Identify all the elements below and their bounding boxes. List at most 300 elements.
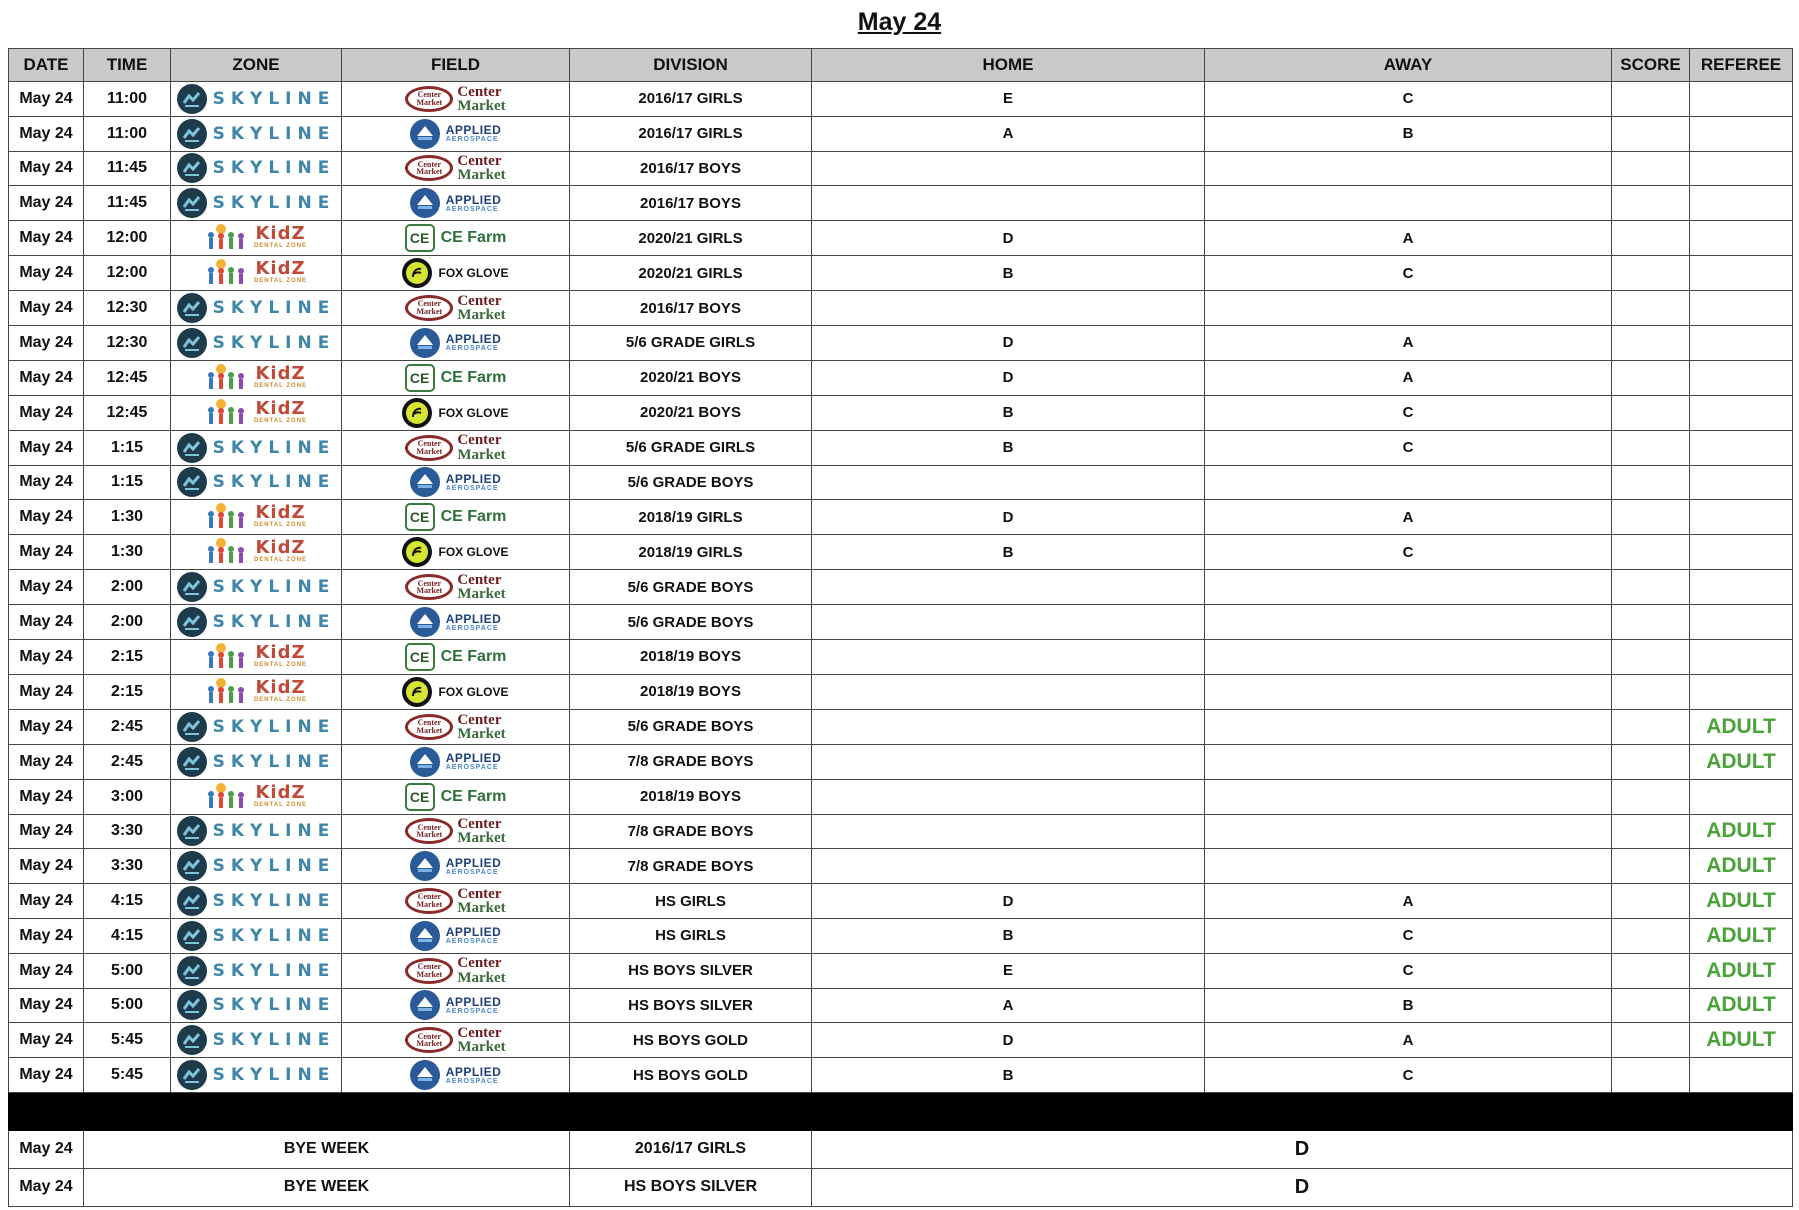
cell-time: 1:30 [84, 500, 171, 535]
cell-time: 5:45 [84, 1023, 171, 1058]
skyline-logo [177, 327, 336, 359]
cell-zone [171, 500, 342, 535]
fox-glove-logo [402, 397, 508, 429]
cell-date: May 24 [9, 291, 84, 326]
cell-division: 5/6 GRADE BOYS [570, 465, 812, 500]
cell-away: B [1205, 988, 1612, 1023]
center-market-line2: Market [457, 1039, 506, 1056]
cell-date: May 24 [9, 465, 84, 500]
center-market-line1: Center [457, 292, 502, 309]
skyline-logo [177, 292, 336, 324]
applied-aerospace-badge-icon [410, 851, 440, 881]
ce-farm-wordmark: CE Farm [440, 368, 507, 386]
cell-score [1612, 570, 1690, 605]
kidz-wordmark: KidZ [255, 781, 306, 803]
center-market-oval-icon: Center Market [405, 295, 453, 321]
kidz-subtitle: DENTAL ZONE [253, 417, 308, 424]
aerospace-wordmark: AEROSPACE [445, 624, 499, 632]
table-row [9, 674, 1793, 709]
cell-referee [1690, 465, 1793, 500]
center-market-oval-icon: Center Market [405, 888, 453, 914]
cell-home: D [812, 884, 1205, 919]
cell-away [1205, 779, 1612, 814]
cell-home [812, 709, 1205, 744]
cell-score [1612, 744, 1690, 779]
column-header-score: SCORE [1612, 49, 1690, 82]
cell-zone [171, 82, 342, 117]
cell-division: 2018/19 BOYS [570, 674, 812, 709]
cell-away [1205, 570, 1612, 605]
cell-home: B [812, 918, 1205, 953]
table-row [9, 605, 1793, 640]
cell-time: 3:00 [84, 779, 171, 814]
cell-score [1612, 395, 1690, 430]
applied-wordmark: APPLIED [445, 1064, 502, 1079]
skyline-wordmark: SKYLINE [212, 298, 336, 319]
center-market-line1: Center [457, 432, 502, 449]
byes-body [9, 1092, 1793, 1206]
cell-time: 2:00 [84, 570, 171, 605]
skyline-wordmark: SKYLINE [212, 158, 336, 179]
cell-division: 2016/17 BOYS [570, 291, 812, 326]
cell-field [342, 535, 570, 570]
center-market-line2: Market [457, 830, 506, 847]
cell-home [812, 605, 1205, 640]
kidz-figures-icon [205, 363, 251, 391]
cell-home: E [812, 82, 1205, 117]
kidz-wordmark: KidZ [255, 537, 306, 559]
cell-score [1612, 779, 1690, 814]
kidz-figures-icon [205, 258, 251, 286]
cell-division: 2018/19 GIRLS [570, 535, 812, 570]
skyline-emblem-icon [177, 886, 207, 916]
cell-score [1612, 605, 1690, 640]
cell-referee [1690, 779, 1793, 814]
cell-zone [171, 953, 342, 988]
cell-field [342, 325, 570, 360]
fox-glove-wordmark: FOX GLOVE [438, 405, 509, 420]
cell-score [1612, 151, 1690, 186]
center-market-logo [405, 815, 505, 847]
cell-division: 2016/17 GIRLS [570, 116, 812, 151]
cell-home: D [812, 325, 1205, 360]
center-market-logo [405, 292, 505, 324]
cell-date: May 24 [9, 360, 84, 395]
cell-field [342, 1023, 570, 1058]
cell-field [342, 709, 570, 744]
table-row [9, 884, 1793, 919]
fox-glove-emblem-icon [402, 677, 432, 707]
cell-zone [171, 325, 342, 360]
cell-away: B [1205, 116, 1612, 151]
cell-division: HS BOYS GOLD [570, 1058, 812, 1093]
center-market-oval-icon: Center Market [405, 714, 453, 740]
applied-wordmark: APPLIED [445, 994, 502, 1009]
cell-referee [1690, 1058, 1793, 1093]
cell-score [1612, 884, 1690, 919]
cell-referee: ADULT [1690, 884, 1793, 919]
cell-date: May 24 [9, 116, 84, 151]
aerospace-wordmark: AEROSPACE [445, 938, 499, 946]
skyline-wordmark: SKYLINE [212, 856, 336, 877]
table-row [9, 570, 1793, 605]
cell-division: 2020/21 BOYS [570, 395, 812, 430]
table-row [9, 186, 1793, 221]
cell-referee [1690, 360, 1793, 395]
cell-score [1612, 535, 1690, 570]
cell-away: A [1205, 360, 1612, 395]
cell-time: 4:15 [84, 884, 171, 919]
applied-aerospace-badge-icon [410, 1060, 440, 1090]
applied-aerospace-badge-icon [410, 467, 440, 497]
cell-zone [171, 674, 342, 709]
skyline-emblem-icon [177, 816, 207, 846]
cell-date: May 24 [9, 849, 84, 884]
cell-field [342, 988, 570, 1023]
skyline-wordmark: SKYLINE [212, 751, 336, 772]
skyline-wordmark: SKYLINE [212, 88, 336, 109]
center-market-line2: Market [457, 900, 506, 917]
kidz-dental-zone-logo [205, 396, 307, 428]
cell-away [1205, 849, 1612, 884]
cell-date: May 24 [9, 953, 84, 988]
cell-referee [1690, 535, 1793, 570]
cell-away: C [1205, 535, 1612, 570]
cell-time: 5:45 [84, 1058, 171, 1093]
cell-date: May 24 [9, 325, 84, 360]
skyline-emblem-icon [177, 607, 207, 637]
cell-home: B [812, 1058, 1205, 1093]
separator-bar [9, 1092, 1793, 1130]
cell-score [1612, 814, 1690, 849]
applied-wordmark: APPLIED [445, 471, 502, 486]
skyline-wordmark: SKYLINE [212, 891, 336, 912]
cell-away [1205, 151, 1612, 186]
kidz-dental-zone-logo [205, 640, 307, 672]
cell-date: May 24 [9, 535, 84, 570]
cell-home [812, 291, 1205, 326]
cell-field [342, 116, 570, 151]
skyline-logo [177, 606, 336, 638]
cell-away: A [1205, 884, 1612, 919]
cell-date: May 24 [9, 744, 84, 779]
ce-farm-mark-icon: CE [405, 503, 435, 531]
kidz-wordmark: KidZ [255, 641, 306, 663]
cell-referee: ADULT [1690, 849, 1793, 884]
applied-aerospace-logo [410, 850, 502, 882]
cell-date: May 24 [9, 814, 84, 849]
cell-zone [171, 1023, 342, 1058]
applied-aerospace-logo [410, 327, 502, 359]
skyline-wordmark: SKYLINE [212, 1065, 336, 1086]
cell-referee [1690, 500, 1793, 535]
games-body [9, 82, 1793, 1093]
aerospace-wordmark: AEROSPACE [445, 345, 499, 353]
skyline-emblem-icon [177, 572, 207, 602]
cell-time: 5:00 [84, 953, 171, 988]
cell-field [342, 605, 570, 640]
cell-score [1612, 256, 1690, 291]
center-market-line2: Market [457, 969, 506, 986]
column-header-time: TIME [84, 49, 171, 82]
cell-field [342, 570, 570, 605]
center-market-line1: Center [457, 955, 502, 972]
kidz-wordmark: KidZ [255, 502, 306, 524]
cell-zone [171, 221, 342, 256]
cell-field [342, 430, 570, 465]
cell-field [342, 291, 570, 326]
applied-aerospace-logo [410, 920, 502, 952]
cell-away [1205, 465, 1612, 500]
cell-time: 2:45 [84, 709, 171, 744]
applied-wordmark: APPLIED [445, 751, 502, 766]
cell-referee [1690, 639, 1793, 674]
table-row [9, 779, 1793, 814]
skyline-logo [177, 885, 336, 917]
cell-time: 2:15 [84, 674, 171, 709]
kidz-subtitle: DENTAL ZONE [253, 522, 308, 529]
cell-field [342, 674, 570, 709]
cell-score [1612, 325, 1690, 360]
cell-home: D [812, 500, 1205, 535]
cell-zone [171, 849, 342, 884]
applied-aerospace-logo [410, 187, 502, 219]
applied-aerospace-logo [410, 118, 502, 150]
cell-division: HS BOYS SILVER [570, 988, 812, 1023]
cell-time: 12:30 [84, 291, 171, 326]
ce-farm-logo [405, 641, 507, 673]
applied-aerospace-badge-icon [410, 607, 440, 637]
skyline-emblem-icon [177, 1025, 207, 1055]
cell-referee [1690, 325, 1793, 360]
kidz-figures-icon [205, 502, 251, 530]
cell-referee [1690, 430, 1793, 465]
ce-farm-mark-icon: CE [405, 224, 435, 252]
cell-zone [171, 291, 342, 326]
cell-score [1612, 953, 1690, 988]
column-header-zone: ZONE [171, 49, 342, 82]
cell-field [342, 814, 570, 849]
aerospace-wordmark: AEROSPACE [445, 868, 499, 876]
table-row [9, 918, 1793, 953]
table-row [9, 814, 1793, 849]
cell-home: D [812, 360, 1205, 395]
cell-zone [171, 709, 342, 744]
table-row [9, 953, 1793, 988]
cell-time: 1:15 [84, 430, 171, 465]
cell-score [1612, 430, 1690, 465]
cell-score [1612, 918, 1690, 953]
cell-date: May 24 [9, 709, 84, 744]
cell-home [812, 465, 1205, 500]
table-row [9, 360, 1793, 395]
cell-referee [1690, 82, 1793, 117]
table-row [9, 849, 1793, 884]
cell-division: 5/6 GRADE GIRLS [570, 325, 812, 360]
aerospace-wordmark: AEROSPACE [445, 1007, 499, 1015]
cell-zone [171, 395, 342, 430]
applied-aerospace-badge-icon [410, 990, 440, 1020]
table-row [9, 535, 1793, 570]
center-market-oval-icon: Center Market [405, 958, 453, 984]
cell-referee [1690, 221, 1793, 256]
cell-home: A [812, 988, 1205, 1023]
kidz-figures-icon [205, 642, 251, 670]
cell-division: 5/6 GRADE BOYS [570, 605, 812, 640]
kidz-figures-icon [205, 537, 251, 565]
applied-aerospace-logo [410, 1059, 502, 1091]
cell-division: 2020/21 GIRLS [570, 221, 812, 256]
cell-home [812, 639, 1205, 674]
cell-field [342, 953, 570, 988]
skyline-emblem-icon [177, 433, 207, 463]
skyline-emblem-icon [177, 153, 207, 183]
cell-home [812, 186, 1205, 221]
cell-home: B [812, 256, 1205, 291]
skyline-emblem-icon [177, 119, 207, 149]
cell-time: 12:30 [84, 325, 171, 360]
aerospace-wordmark: AEROSPACE [445, 205, 499, 213]
cell-home [812, 570, 1205, 605]
cell-referee [1690, 570, 1793, 605]
table-row [9, 325, 1793, 360]
cell-division: 2018/19 BOYS [570, 639, 812, 674]
cell-time: 12:45 [84, 360, 171, 395]
cell-date: May 24 [9, 884, 84, 919]
column-header-division: DIVISION [570, 49, 812, 82]
table-row [9, 221, 1793, 256]
skyline-emblem-icon [177, 467, 207, 497]
cell-date: May 24 [9, 639, 84, 674]
ce-farm-logo [405, 781, 507, 813]
applied-aerospace-badge-icon [410, 921, 440, 951]
skyline-logo [177, 152, 336, 184]
cell-referee [1690, 395, 1793, 430]
cell-field [342, 82, 570, 117]
cell-division: 5/6 GRADE BOYS [570, 709, 812, 744]
cell-away [1205, 186, 1612, 221]
cell-away: C [1205, 918, 1612, 953]
center-market-logo [405, 432, 505, 464]
applied-wordmark: APPLIED [445, 925, 502, 940]
ce-farm-mark-icon: CE [405, 783, 435, 811]
cell-score [1612, 500, 1690, 535]
cell-date: May 24 [9, 221, 84, 256]
cell-zone [171, 256, 342, 291]
kidz-dental-zone-logo [205, 361, 307, 393]
cell-home [812, 674, 1205, 709]
skyline-wordmark: SKYLINE [212, 332, 336, 353]
skyline-logo [177, 1024, 336, 1056]
cell-date: May 24 [9, 430, 84, 465]
kidz-wordmark: KidZ [255, 362, 306, 384]
table-row [9, 744, 1793, 779]
cell-time: 12:00 [84, 221, 171, 256]
fox-glove-wordmark: FOX GLOVE [438, 266, 509, 281]
cell-zone [171, 605, 342, 640]
cell-field [342, 395, 570, 430]
ce-farm-mark-icon: CE [405, 643, 435, 671]
cell-referee: ADULT [1690, 988, 1793, 1023]
cell-score [1612, 465, 1690, 500]
bye-division: 2016/17 GIRLS [570, 1130, 812, 1168]
cell-home: D [812, 221, 1205, 256]
skyline-wordmark: SKYLINE [212, 995, 336, 1016]
cell-date: May 24 [9, 779, 84, 814]
fox-glove-emblem-icon [402, 537, 432, 567]
kidz-subtitle: DENTAL ZONE [253, 801, 308, 808]
bye-row [9, 1130, 1793, 1168]
kidz-subtitle: DENTAL ZONE [253, 278, 308, 285]
cell-zone [171, 465, 342, 500]
center-market-line2: Market [457, 97, 506, 114]
skyline-wordmark: SKYLINE [212, 123, 336, 144]
cell-time: 12:45 [84, 395, 171, 430]
cell-division: 5/6 GRADE BOYS [570, 570, 812, 605]
cell-division: 2016/17 GIRLS [570, 82, 812, 117]
cell-division: HS GIRLS [570, 884, 812, 919]
center-market-logo [405, 152, 505, 184]
applied-aerospace-logo [410, 466, 502, 498]
center-market-oval-icon: Center Market [405, 818, 453, 844]
ce-farm-wordmark: CE Farm [440, 647, 507, 665]
cell-score [1612, 674, 1690, 709]
skyline-logo [177, 466, 336, 498]
kidz-wordmark: KidZ [255, 223, 306, 245]
cell-division: 7/8 GRADE BOYS [570, 814, 812, 849]
skyline-emblem-icon [177, 1060, 207, 1090]
cell-field [342, 849, 570, 884]
kidz-figures-icon [205, 782, 251, 810]
cell-score [1612, 82, 1690, 117]
cell-score [1612, 291, 1690, 326]
table-row [9, 151, 1793, 186]
cell-away: C [1205, 82, 1612, 117]
cell-away: C [1205, 430, 1612, 465]
cell-zone [171, 639, 342, 674]
table-row [9, 82, 1793, 117]
applied-wordmark: APPLIED [445, 611, 502, 626]
kidz-wordmark: KidZ [255, 258, 306, 280]
center-market-logo [405, 83, 505, 115]
bye-label: BYE WEEK [84, 1130, 570, 1168]
skyline-logo [177, 711, 336, 743]
cell-date: May 24 [9, 1058, 84, 1093]
ce-farm-logo [405, 222, 507, 254]
cell-away: A [1205, 500, 1612, 535]
skyline-wordmark: SKYLINE [212, 612, 336, 633]
page-title: May 24 [857, 8, 942, 36]
center-market-oval-icon: Center Market [405, 574, 453, 600]
table-row [9, 639, 1793, 674]
cell-away: C [1205, 256, 1612, 291]
table-row [9, 256, 1793, 291]
cell-away [1205, 605, 1612, 640]
cell-referee [1690, 151, 1793, 186]
fox-glove-emblem-icon [402, 398, 432, 428]
fox-glove-wordmark: FOX GLOVE [438, 545, 509, 560]
applied-aerospace-logo [410, 746, 502, 778]
cell-away: C [1205, 1058, 1612, 1093]
cell-time: 11:45 [84, 151, 171, 186]
kidz-dental-zone-logo [205, 535, 307, 567]
cell-time: 11:45 [84, 186, 171, 221]
center-market-logo [405, 571, 505, 603]
kidz-subtitle: DENTAL ZONE [253, 696, 308, 703]
skyline-logo [177, 989, 336, 1021]
ce-farm-logo [405, 362, 507, 394]
bye-division: HS BOYS SILVER [570, 1168, 812, 1206]
